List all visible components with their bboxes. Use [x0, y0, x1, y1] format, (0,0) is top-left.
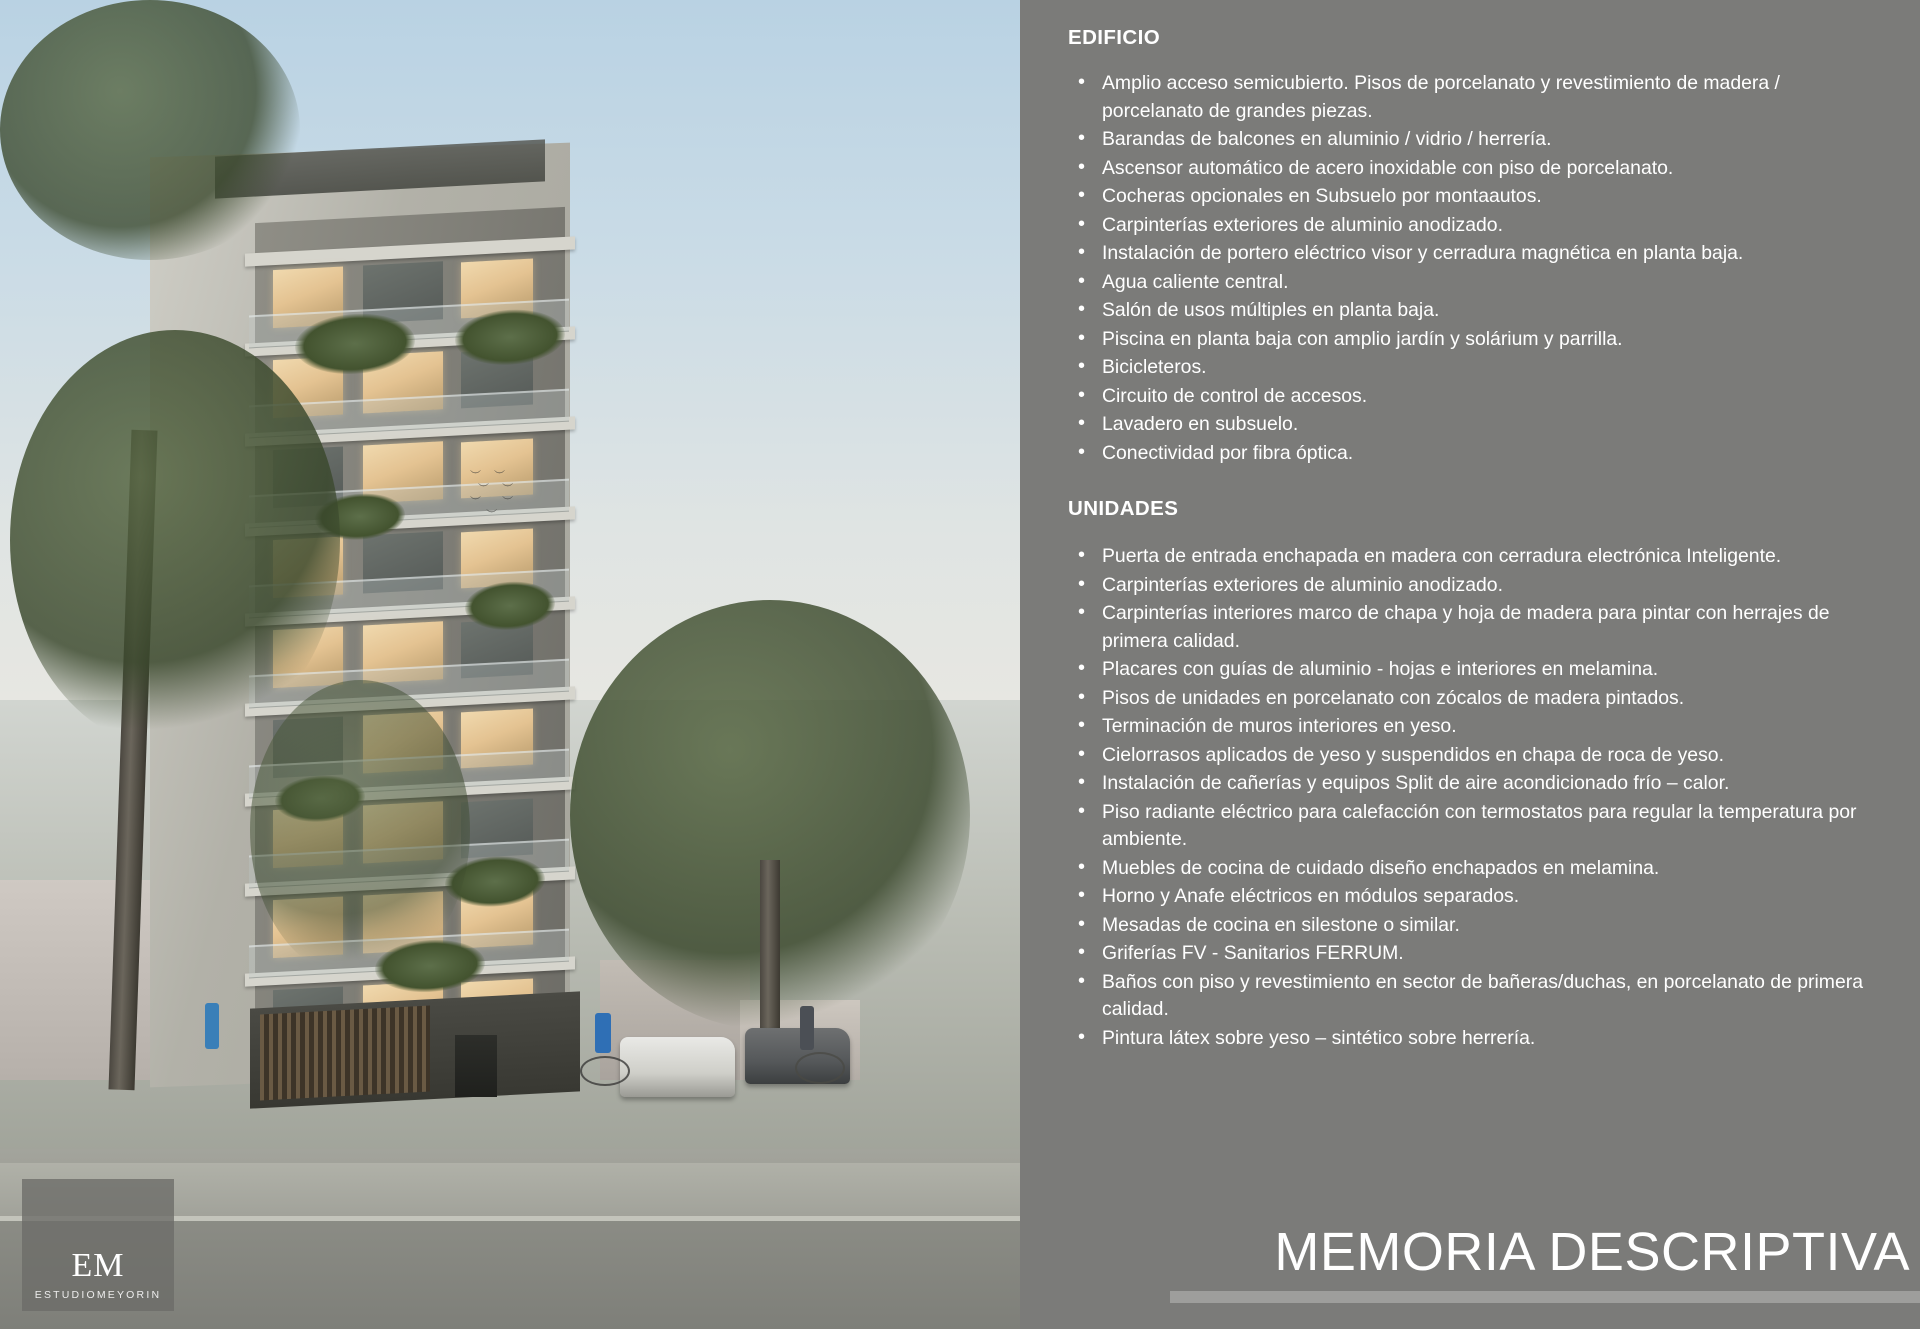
- list-item: • Instalación de portero eléctrico visor y cerradura magnética en planta baja.: [1068, 240, 1876, 268]
- bicycle: [580, 1056, 630, 1086]
- studio-logo: [22, 1179, 174, 1311]
- pedestrian: [800, 1006, 814, 1050]
- list-item: • Cielorrasos aplicados de yeso y suspendidos en chapa de roca de yeso.: [1068, 742, 1876, 770]
- cyclist: [595, 1013, 611, 1053]
- footer-title: MEMORIA DESCRIPTIVA: [1274, 1222, 1910, 1282]
- section-title-unidades: UNIDADES: [1068, 497, 1179, 520]
- list-item: • Griferías FV - Sanitarios FERRUM.: [1068, 940, 1876, 968]
- tree-foliage: [250, 680, 470, 980]
- list-item: • Circuito de control de accesos.: [1068, 383, 1876, 411]
- list-item: • Carpinterías exteriores de aluminio anodizado.: [1068, 572, 1876, 600]
- list-item: • Bicicleteros.: [1068, 354, 1876, 382]
- list-item: • Piscina en planta baja con amplio jardín y solárium y parrilla.: [1068, 326, 1876, 354]
- list-item: • Placares con guías de aluminio - hojas e interiores en melamina.: [1068, 656, 1876, 684]
- section-title-edificio: EDIFICIO: [1068, 26, 1161, 49]
- list-item: • Instalación de cañerías y equipos Split de aire acondicionado frío – calor.: [1068, 770, 1876, 798]
- list-item: • Amplio acceso semicubierto. Pisos de porcelanato y revestimiento de madera / porcelanato de grandes piezas.: [1068, 70, 1876, 125]
- list-item: • Carpinterías exteriores de aluminio anodizado.: [1068, 212, 1876, 240]
- logo-studio-name: ESTUDIOMEYORIN: [34, 1289, 162, 1301]
- footer-rule: [1170, 1291, 1920, 1303]
- pedestrian: [205, 1003, 219, 1049]
- unidades-spec-list: [1068, 543, 1876, 1052]
- list-item: • Pisos de unidades en porcelanato con zócalos de madera pintados.: [1068, 685, 1876, 713]
- bike-rack: [795, 1052, 845, 1084]
- list-item: • Ascensor automático de acero inoxidable con piso de porcelanato.: [1068, 155, 1876, 183]
- tree-foliage: [0, 0, 300, 260]
- list-item: • Puerta de entrada enchapada en madera con cerradura electrónica Inteligente.: [1068, 543, 1876, 571]
- slide-footer: [1020, 1209, 1920, 1329]
- tree-foliage: [10, 330, 340, 750]
- list-item: • Terminación de muros interiores en yeso.: [1068, 713, 1876, 741]
- list-item: • Mesadas de cocina en silestone o similar.: [1068, 912, 1876, 940]
- list-item: • Agua caliente central.: [1068, 269, 1876, 297]
- list-item: • Lavadero en subsuelo.: [1068, 411, 1876, 439]
- list-item: • Barandas de balcones en aluminio / vidrio / herrería.: [1068, 126, 1876, 154]
- list-item: • Horno y Anafe eléctricos en módulos separados.: [1068, 883, 1876, 911]
- list-item: • Baños con piso y revestimiento en sector de bañeras/duchas, en porcelanato de primera calidad.: [1068, 969, 1876, 1024]
- logo-monogram: EM: [71, 1247, 125, 1284]
- birds-flock: ︶ ︶ ︶ ︶ ︶ ︶ ︶: [470, 470, 519, 521]
- specifications-panel: [1020, 0, 1920, 1329]
- list-item: • Conectividad por fibra óptica.: [1068, 440, 1876, 468]
- parked-car: [620, 1037, 735, 1097]
- list-item: • Cocheras opcionales en Subsuelo por montaautos.: [1068, 183, 1876, 211]
- list-item: • Carpinterías interiores marco de chapa y hoja de madera para pintar con herrajes de primera calidad.: [1068, 600, 1876, 655]
- list-item: • Salón de usos múltiples en planta baja.: [1068, 297, 1876, 325]
- list-item: • Muebles de cocina de cuidado diseño enchapados en melamina.: [1068, 855, 1876, 883]
- list-item: • Pintura látex sobre yeso – sintético sobre herrería.: [1068, 1025, 1876, 1053]
- list-item: • Piso radiante eléctrico para calefacción con termostatos para regular la temperatura por ambiente.: [1068, 799, 1876, 854]
- wood-slat-fence: [260, 1006, 430, 1101]
- edificio-spec-list: [1068, 70, 1876, 467]
- entrance-door: [455, 1035, 497, 1097]
